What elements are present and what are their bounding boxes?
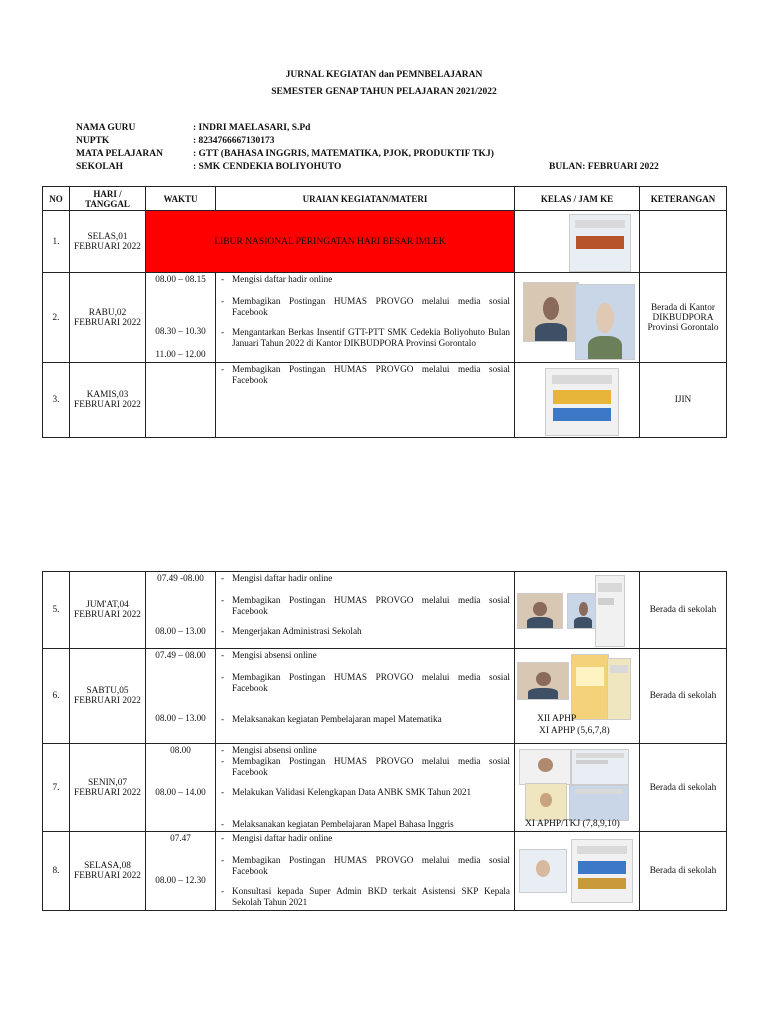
documentation-photo bbox=[569, 214, 631, 272]
label-nuptk: NUPTK bbox=[76, 136, 110, 146]
journal-table-page1 bbox=[42, 186, 727, 438]
time-entry: 08.00 – 13.00 bbox=[155, 625, 206, 636]
waktu-cell bbox=[146, 649, 216, 744]
table-row bbox=[43, 832, 727, 911]
activity-item: - Membagikan Postingan HUMAS PROVGO melalui media sosial Facebook bbox=[216, 364, 510, 386]
kelas-cell bbox=[515, 832, 640, 911]
documentation-photo bbox=[523, 282, 579, 342]
row-no: 7. bbox=[43, 744, 70, 832]
kelas-cell bbox=[515, 744, 640, 832]
holiday-banner: LIBUR NASIONAL PERINGATAN HARI BESAR IMLEK bbox=[146, 211, 515, 273]
kelas-cell bbox=[515, 363, 640, 438]
activity-item: - Membagikan Postingan HUMAS PROVGO melalui media sosial Facebook bbox=[216, 672, 510, 694]
row-hari: JUM'AT,04 FEBRUARI 2022 bbox=[70, 572, 146, 649]
activity-item: - Mengantarkan Berkas Insentif GTT-PTT SMK Cedekia Boliyohuto Bulan Januari Tahun 2022 di Kantor DIKBUDPORA Provinsi Gorontalo bbox=[216, 327, 510, 349]
row-no: 2. bbox=[43, 273, 70, 363]
row-hari: SABTU,05 FEBRUARI 2022 bbox=[70, 649, 146, 744]
activity-item: - Mengisi daftar hadir online bbox=[216, 573, 510, 584]
documentation-photo bbox=[525, 783, 567, 821]
row-no: 5. bbox=[43, 572, 70, 649]
documentation-photo bbox=[569, 785, 629, 821]
time-entry: 08.00 bbox=[170, 744, 191, 755]
header-hari: HARI / TANGGAL bbox=[70, 187, 146, 211]
activity-item: - Membagikan Postingan HUMAS PROVGO melalui media sosial Facebook bbox=[216, 855, 510, 877]
value-nuptk: : 8234766667130173 bbox=[193, 136, 275, 146]
header-kelas: KELAS / JAM KE bbox=[515, 187, 640, 211]
uraian-cell bbox=[216, 832, 515, 911]
activity-item: - Konsultasi kepada Super Admin BKD terkait Asistensi SKP Kepala Sekolah Tahun 2021 bbox=[216, 886, 510, 908]
row-no: 3. bbox=[43, 363, 70, 438]
kelas-text: XII APHP bbox=[537, 713, 577, 724]
value-nama-guru: : INDRI MAELASARI, S.Pd bbox=[193, 123, 311, 133]
documentation-photo bbox=[571, 654, 609, 720]
label-sekolah: SEKOLAH bbox=[76, 162, 123, 172]
row-hari: KAMIS,03 FEBRUARI 2022 bbox=[70, 363, 146, 438]
activity-item: - Membagikan Postingan HUMAS PROVGO melalui media sosial Facebook bbox=[216, 296, 510, 318]
time-entry: 08.00 – 13.00 bbox=[155, 712, 206, 723]
documentation-photo bbox=[517, 662, 569, 700]
time-entry: 08.00 – 14.00 bbox=[155, 786, 206, 797]
semester-title: SEMESTER GENAP TAHUN PELAJARAN 2021/2022 bbox=[271, 87, 497, 97]
row-no: 8. bbox=[43, 832, 70, 911]
activity-item: - Melaksanakan kegiatan Pembelajaran Mapel Bahasa Inggris bbox=[216, 819, 510, 830]
label-mata-pelajaran: MATA PELAJARAN bbox=[76, 149, 163, 159]
value-sekolah: : SMK CENDEKIA BOLIYOHUTO bbox=[193, 162, 342, 172]
documentation-photo bbox=[545, 368, 619, 436]
documentation-photo bbox=[519, 849, 567, 893]
row-keterangan: Berada di sekolah bbox=[640, 572, 727, 649]
time-entry: 08.30 – 10.30 bbox=[155, 325, 206, 336]
waktu-cell bbox=[146, 832, 216, 911]
waktu-cell bbox=[146, 744, 216, 832]
time-entry: 08.00 – 08.15 bbox=[155, 273, 206, 284]
activity-item: - Mengisi absensi online bbox=[216, 650, 510, 661]
documentation-photo bbox=[571, 749, 629, 785]
time-entry: 07.49 -08.00 bbox=[157, 572, 204, 583]
journal-table-page2 bbox=[42, 571, 727, 911]
header-no: NO bbox=[43, 187, 70, 211]
activity-item: - Mengisi daftar hadir online bbox=[216, 274, 510, 285]
uraian-cell bbox=[216, 744, 515, 832]
bulan-label: BULAN: FEBRUARI 2022 bbox=[549, 162, 659, 172]
activity-item: - Membagikan Postingan HUMAS PROVGO melalui media sosial Facebook bbox=[216, 595, 510, 617]
table-row bbox=[43, 363, 727, 438]
header-keterangan: KETERANGAN bbox=[640, 187, 727, 211]
uraian-cell bbox=[216, 649, 515, 744]
row-hari: SELASA,08 FEBRUARI 2022 bbox=[70, 832, 146, 911]
row-keterangan: Berada di sekolah bbox=[640, 744, 727, 832]
time-entry: 07.47 bbox=[170, 832, 191, 843]
header-uraian: URAIAN KEGIATAN/MATERI bbox=[216, 187, 515, 211]
kelas-cell bbox=[515, 649, 640, 744]
kelas-cell bbox=[515, 211, 640, 273]
documentation-photo bbox=[571, 839, 633, 903]
row-keterangan: Berada di Kantor DIKBUDPORA Provinsi Gorontalo bbox=[640, 273, 727, 363]
row-hari: SELAS,01 FEBRUARI 2022 bbox=[70, 211, 146, 273]
activity-item: - Mengisi daftar hadir online bbox=[216, 833, 510, 844]
kelas-text: XI APHP (5,6,7,8) bbox=[539, 725, 610, 736]
value-mata-pelajaran: : GTT (BAHASA INGGRIS, MATEMATIKA, PJOK, PRODUKTIF TKJ) bbox=[193, 149, 494, 159]
row-no: 1. bbox=[43, 211, 70, 273]
table-row bbox=[43, 572, 727, 649]
documentation-photo bbox=[607, 658, 631, 720]
documentation-photo bbox=[519, 749, 571, 785]
activity-item: - Mengerjakan Administrasi Sekolah bbox=[216, 626, 510, 637]
journal-title: JURNAL KEGIATAN dan PEMNBELAJARAN bbox=[285, 70, 483, 80]
kelas-cell bbox=[515, 273, 640, 363]
row-hari: RABU,02 FEBRUARI 2022 bbox=[70, 273, 146, 363]
table-row bbox=[43, 649, 727, 744]
row-keterangan: IJIN bbox=[640, 363, 727, 438]
table-row bbox=[43, 744, 727, 832]
row-no: 6. bbox=[43, 649, 70, 744]
waktu-cell bbox=[146, 273, 216, 363]
documentation-photo bbox=[595, 575, 625, 647]
documentation-photo bbox=[517, 593, 563, 629]
time-entry: 11.00 – 12.00 bbox=[155, 348, 206, 359]
time-entry: 07.49 – 08.00 bbox=[155, 649, 206, 660]
kelas-cell bbox=[515, 572, 640, 649]
activity-item: - Mengisi absensi online bbox=[216, 745, 510, 756]
uraian-cell bbox=[216, 273, 515, 363]
waktu-cell bbox=[146, 572, 216, 649]
documentation-photo bbox=[575, 284, 635, 360]
keterangan-cell bbox=[640, 211, 727, 273]
row-keterangan: Berada di sekolah bbox=[640, 832, 727, 911]
activity-item: - Melaksanakan kegiatan Pembelajaran mapel Matematika bbox=[216, 714, 510, 725]
row-hari: SENIN,07 FEBRUARI 2022 bbox=[70, 744, 146, 832]
time-entry: 08.00 – 12.30 bbox=[155, 874, 206, 885]
kelas-text: XI APHP/TKJ (7,8,9,10) bbox=[525, 818, 620, 829]
header-waktu: WAKTU bbox=[146, 187, 216, 211]
table-row bbox=[43, 211, 727, 273]
table-row bbox=[43, 273, 727, 363]
label-nama-guru: NAMA GURU bbox=[76, 123, 136, 133]
activity-item: - Melakukan Validasi Kelengkapan Data ANBK SMK Tahun 2021 bbox=[216, 787, 510, 798]
row-keterangan: Berada di sekolah bbox=[640, 649, 727, 744]
activity-item: - Membagikan Postingan HUMAS PROVGO melalui media sosial Facebook bbox=[216, 756, 510, 778]
uraian-cell bbox=[216, 572, 515, 649]
uraian-cell bbox=[216, 363, 515, 438]
waktu-cell bbox=[146, 363, 216, 438]
